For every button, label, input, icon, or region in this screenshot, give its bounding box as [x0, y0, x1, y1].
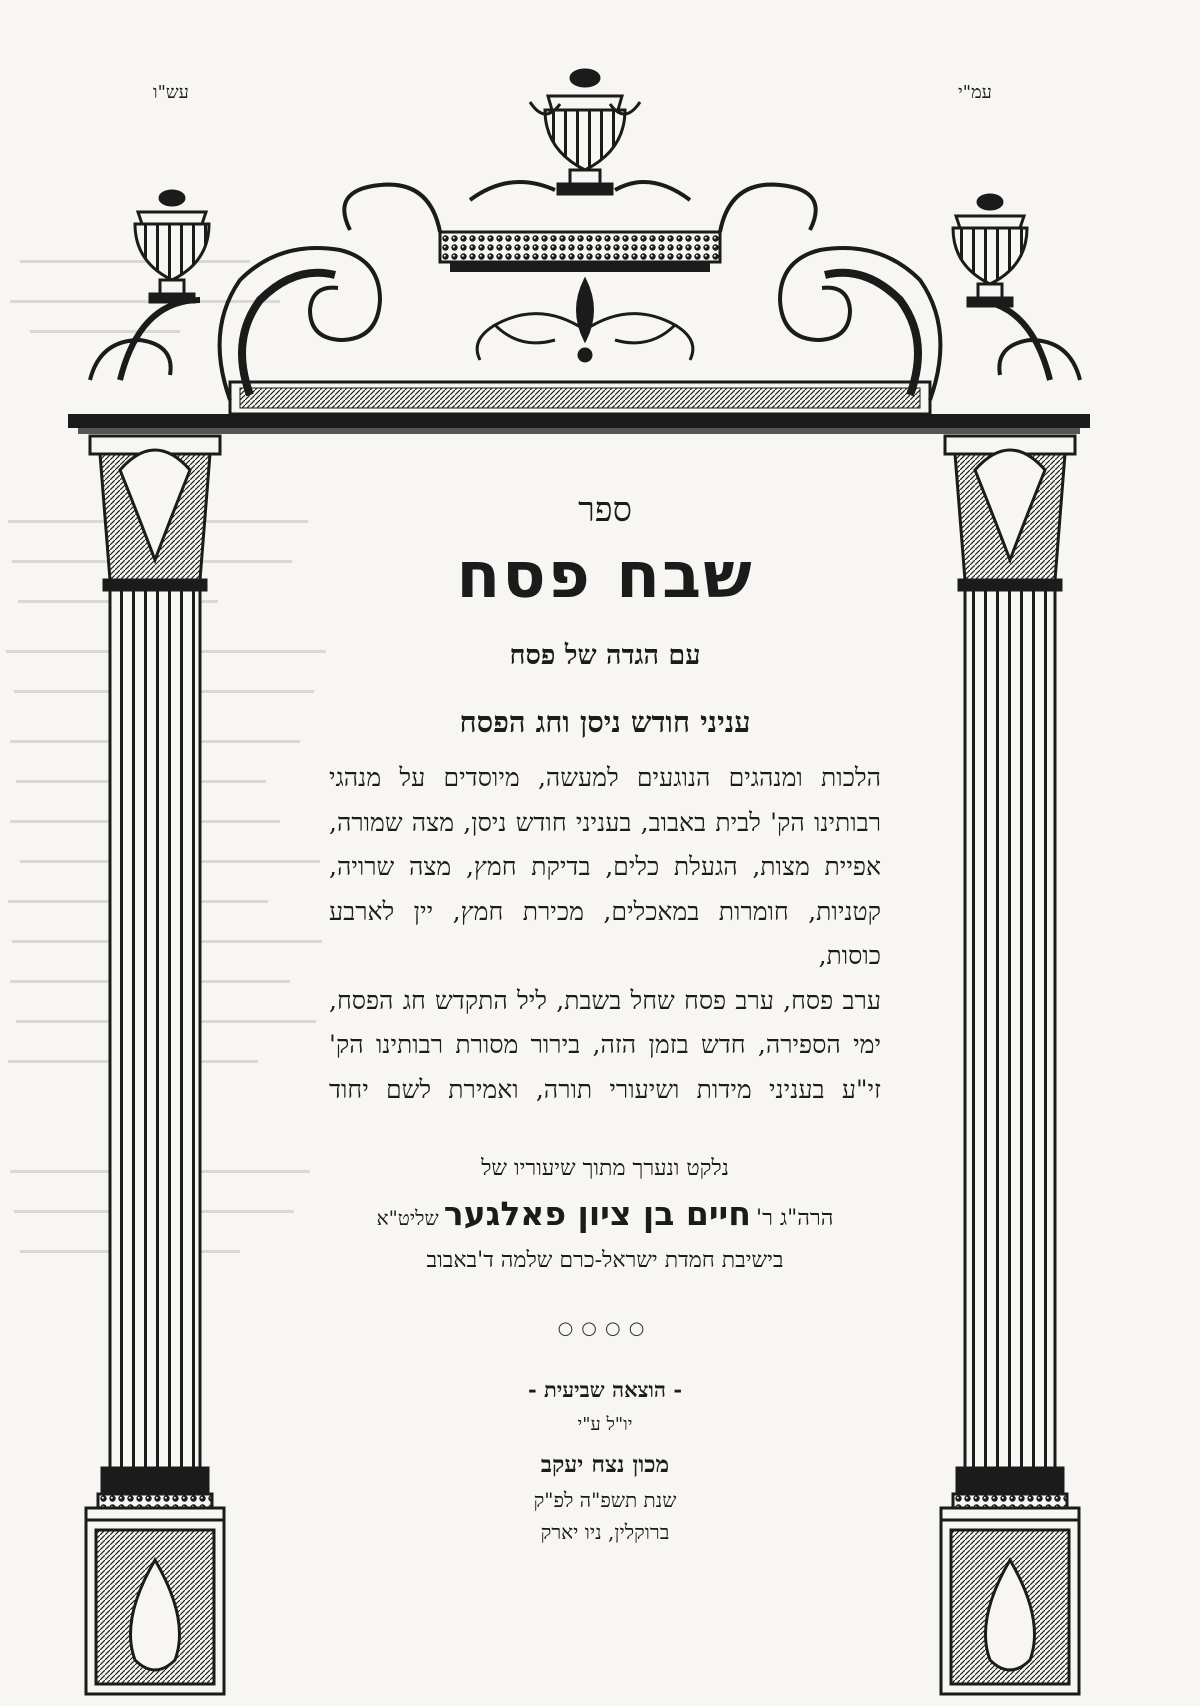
- description-line: הלכות ומנהגים הנוגעים למעשה, מיוסדים על מנהגי: [329, 763, 881, 792]
- description-line: קטניות, חומרות במאכלים, מכירת חמץ, יין לארבע כוסות,: [329, 896, 881, 970]
- book-subtitle: עם הגדה של פסח: [509, 640, 701, 671]
- description-line: אפיית מצות, הגעלת כלים, בדיקת חמץ, מצה שרויה,: [329, 852, 881, 881]
- urn-top-right: [953, 195, 1027, 306]
- edition-label: - הוצאה שביעית -: [527, 1377, 683, 1402]
- publisher-name: מכון נצח יעקב: [540, 1451, 670, 1478]
- yeshiva-line: בישיבת חמדת ישראל-כרם שלמה ד'באבוב: [426, 1248, 784, 1273]
- published-by-label: יו"ל ע"י: [577, 1414, 633, 1435]
- book-description: [329, 756, 881, 1112]
- fleur-de-lis-ornament: [477, 280, 693, 361]
- corner-mark-left: עש"ו: [153, 82, 189, 103]
- author-honorific: הרה"ג ר': [756, 1206, 834, 1231]
- compiled-by-line: נלקט ונערך מתוך שיעוריו של: [481, 1156, 729, 1181]
- separator-dots: ○○○○: [557, 1318, 653, 1339]
- book-title: שבח פסח: [456, 539, 754, 613]
- column-left: [86, 436, 224, 1694]
- author-suffix: שליט"א: [376, 1206, 439, 1230]
- publication-city: ברוקלין, ניו יארק: [540, 1520, 670, 1544]
- urn-top-left: [135, 191, 209, 302]
- topics-heading: עניני חודש ניסן וחג הפסח: [459, 705, 751, 739]
- urn-top-center: [530, 70, 640, 194]
- column-right: [941, 436, 1079, 1694]
- author-name: חיים בן ציון פאלגער: [443, 1194, 751, 1233]
- corner-mark-right: עמ"י: [958, 82, 992, 103]
- description-line: ימי הספירה, חדש בזמן הזה, בירור מסורת רבותינו הק': [329, 1030, 881, 1059]
- publication-year: שנת תשפ"ה לפ"ק: [533, 1488, 677, 1512]
- title-page-content: [265, 490, 945, 1547]
- description-line: רבותינו הק' לבית באבוב, בעניני חודש ניסן, מצה שמורה,: [329, 807, 881, 837]
- book-label: ספר: [578, 490, 632, 530]
- description-line: זי"ע בעניני מידות ושיעורי תורה, ואמירת לשם יחוד: [329, 1074, 881, 1104]
- author-line: [265, 1192, 945, 1242]
- description-line: ערב פסח, ערב פסח שחל בשבת, ליל התקדש חג הפסח,: [329, 985, 881, 1015]
